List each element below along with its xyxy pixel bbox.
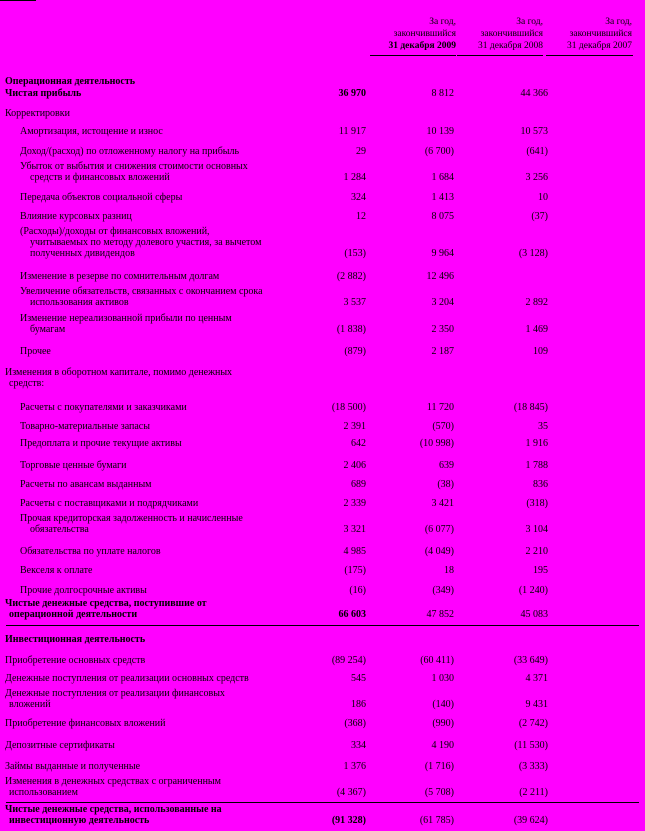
row-label: Расчеты по авансам выданным <box>20 479 152 490</box>
row-value: 545 <box>351 673 366 684</box>
row-value: 35 <box>538 421 548 432</box>
row-value: (140) <box>432 699 454 710</box>
row-value: 3 537 <box>343 297 366 308</box>
header-line: закончившийся <box>480 29 543 39</box>
row-value: (1 838) <box>336 324 366 335</box>
row-label: Расчеты с поставщиками и подрядчиками <box>20 498 199 509</box>
row-label: Расчеты с покупателями и заказчиками <box>20 402 187 413</box>
section-rule <box>6 802 639 803</box>
row-value: (6 077) <box>424 524 454 535</box>
row-label: Займы выданные и полученные <box>5 761 141 772</box>
row-value: 2 187 <box>431 346 454 357</box>
row-label: Прочая кредиторская задолженность и начисленные <box>20 513 243 524</box>
row-value: 18 <box>444 565 454 576</box>
row-value: 9 964 <box>431 248 454 259</box>
row-value: 836 <box>533 479 548 490</box>
header-line: 31 декабря 2007 <box>567 41 632 51</box>
row-value: 11 917 <box>338 126 366 137</box>
row-label: Денежные поступления от реализации финансовых <box>5 688 225 699</box>
row-value: 1 284 <box>343 172 366 183</box>
row-value: (89 254) <box>331 655 366 666</box>
row-value: 9 431 <box>525 699 548 710</box>
header-line: закончившийся <box>393 29 456 39</box>
row-label: Изменение в резерве по сомнительным долгам <box>20 271 220 282</box>
row-value: 1 376 <box>343 761 366 772</box>
row-label: Доход/(расход) по отложенному налогу на прибыль <box>20 146 240 157</box>
row-value: 2 210 <box>525 546 548 557</box>
header-line: 31 декабря 2008 <box>478 41 543 51</box>
row-value: (6 700) <box>424 146 454 157</box>
row-value: (91 328) <box>331 815 366 826</box>
row-label: Прочее <box>20 346 51 357</box>
row-label: Торговые ценные бумаги <box>20 460 127 471</box>
row-label: Депозитные сертификаты <box>5 740 115 751</box>
row-value: 3 321 <box>343 524 366 535</box>
row-value: 3 104 <box>525 524 548 535</box>
row-label: бумагам <box>30 324 66 335</box>
row-label: Увеличение обязательств, связанных с окончанием срока <box>20 286 263 297</box>
row-label: полученных дивидендов <box>30 248 135 259</box>
row-value: 334 <box>351 740 366 751</box>
row-value: 36 970 <box>338 88 366 99</box>
row-value: 8 075 <box>431 211 454 222</box>
row-value: 186 <box>351 699 366 710</box>
row-label: инвестиционную деятельность <box>9 815 150 826</box>
row-value: 2 339 <box>343 498 366 509</box>
row-value: (2 211) <box>519 787 548 798</box>
row-label: Обязательства по уплате налогов <box>20 546 161 557</box>
row-value: 109 <box>533 346 548 357</box>
row-value: 11 720 <box>426 402 454 413</box>
row-value: 1 916 <box>525 438 548 449</box>
row-value: (349) <box>432 585 454 596</box>
row-value: 1 788 <box>525 460 548 471</box>
row-label: учитываемых по методу долевого участия, за вычетом <box>30 237 262 248</box>
row-label: Товарно-материальные запасы <box>20 421 150 432</box>
row-value: 2 391 <box>343 421 366 432</box>
row-label: операционной деятельности <box>9 609 138 620</box>
header-line: 31 декабря 2009 <box>388 41 456 51</box>
row-label: Убыток от выбытия и снижения стоимости основных <box>20 161 248 172</box>
row-value: (1 240) <box>518 585 548 596</box>
row-label: Изменение нереализованной прибыли по ценным <box>20 313 232 324</box>
row-value: (11 530) <box>514 740 548 751</box>
header-line: закончившийся <box>569 29 632 39</box>
row-value: (2 882) <box>336 271 366 282</box>
row-value: (18 845) <box>513 402 548 413</box>
row-value: (4 049) <box>424 546 454 557</box>
row-value: 12 <box>356 211 366 222</box>
row-value: 642 <box>351 438 366 449</box>
section-rule <box>6 625 639 626</box>
row-value: 66 603 <box>338 609 366 620</box>
row-value: 10 573 <box>520 126 548 137</box>
row-value: (5 708) <box>424 787 454 798</box>
row-value: (38) <box>437 479 454 490</box>
row-label: вложений <box>9 699 51 710</box>
row-value: (61 785) <box>419 815 454 826</box>
row-value: (641) <box>526 146 548 157</box>
row-label: обязательства <box>30 524 89 535</box>
row-value: 639 <box>439 460 454 471</box>
row-label: (Расходы)/доходы от финансовых вложений, <box>20 226 210 237</box>
row-label: использования активов <box>30 297 129 308</box>
row-label: использованием <box>9 787 78 798</box>
row-label: Изменения в оборотном капитале, помимо денежных <box>5 367 233 378</box>
row-value: 195 <box>533 565 548 576</box>
header-rule <box>546 55 633 56</box>
row-value: (879) <box>344 346 366 357</box>
row-value: 4 190 <box>431 740 454 751</box>
row-label: Чистые денежные средства, поступившие от <box>5 598 207 609</box>
row-label: Прочие долгосрочные активы <box>20 585 147 596</box>
row-value: (4 367) <box>336 787 366 798</box>
row-value: (368) <box>344 718 366 729</box>
row-value: 3 204 <box>431 297 454 308</box>
header-line: За год, <box>429 17 456 27</box>
row-value: (318) <box>526 498 548 509</box>
row-value: 3 421 <box>431 498 454 509</box>
row-label: Амортизация, истощение и износ <box>20 126 163 137</box>
row-value: 47 852 <box>426 609 454 620</box>
row-label: Передача объектов социальной сферы <box>20 192 183 203</box>
row-value: (60 411) <box>420 655 454 666</box>
row-label: Денежные поступления от реализации основных средств <box>5 673 249 684</box>
row-label: Чистая прибыль <box>5 88 82 99</box>
row-value: 10 <box>538 192 548 203</box>
row-value: (16) <box>349 585 366 596</box>
row-value: 324 <box>351 192 366 203</box>
row-value: (10 998) <box>419 438 454 449</box>
column-header-2008 <box>457 16 543 52</box>
row-value: (570) <box>432 421 454 432</box>
row-label: средств и финансовых вложений <box>30 172 170 183</box>
row-value: 4 371 <box>525 673 548 684</box>
row-value: (175) <box>344 565 366 576</box>
row-value: (2 742) <box>518 718 548 729</box>
row-value: 689 <box>351 479 366 490</box>
row-label: Корректировки <box>5 108 70 119</box>
row-value: 44 366 <box>520 88 548 99</box>
header-rule <box>370 55 456 56</box>
row-value: 2 892 <box>525 297 548 308</box>
row-value: (3 333) <box>518 761 548 772</box>
row-value: 3 256 <box>525 172 548 183</box>
row-value: 10 139 <box>426 126 454 137</box>
row-label: Предоплата и прочие текущие активы <box>20 438 182 449</box>
row-label: Операционная деятельность <box>5 76 136 87</box>
row-value: 1 684 <box>431 172 454 183</box>
row-value: 1 413 <box>431 192 454 203</box>
row-value: (990) <box>432 718 454 729</box>
row-value: 2 406 <box>343 460 366 471</box>
row-value: (3 128) <box>518 248 548 259</box>
row-value: (39 624) <box>513 815 548 826</box>
row-value: (37) <box>531 211 548 222</box>
row-label: Векселя к оплате <box>20 565 93 576</box>
row-label: средств: <box>9 378 45 389</box>
row-label: Приобретение финансовых вложений <box>5 718 166 729</box>
row-value: 45 083 <box>520 609 548 620</box>
row-label: Чистые денежные средства, использованные на <box>5 804 222 815</box>
top-rule <box>0 0 36 1</box>
row-value: 1 469 <box>525 324 548 335</box>
row-label: Инвестиционная деятельность <box>5 634 146 645</box>
row-value: (33 649) <box>513 655 548 666</box>
row-value: 1 030 <box>431 673 454 684</box>
row-value: (1 716) <box>424 761 454 772</box>
column-header-2007 <box>546 16 632 52</box>
row-label: Влияние курсовых разниц <box>20 211 132 222</box>
header-rule <box>457 55 543 56</box>
column-header-2009 <box>370 16 456 52</box>
row-value: (18 500) <box>331 402 366 413</box>
row-value: 12 496 <box>426 271 454 282</box>
row-value: 4 985 <box>343 546 366 557</box>
header-line: За год, <box>516 17 543 27</box>
row-value: 2 350 <box>431 324 454 335</box>
header-line: За год, <box>605 17 632 27</box>
row-label: Изменения в денежных средствах с ограниченным <box>5 776 221 787</box>
row-value: 8 812 <box>431 88 454 99</box>
row-label: Приобретение основных средств <box>5 655 146 666</box>
row-value: (153) <box>344 248 366 259</box>
row-value: 29 <box>356 146 366 157</box>
